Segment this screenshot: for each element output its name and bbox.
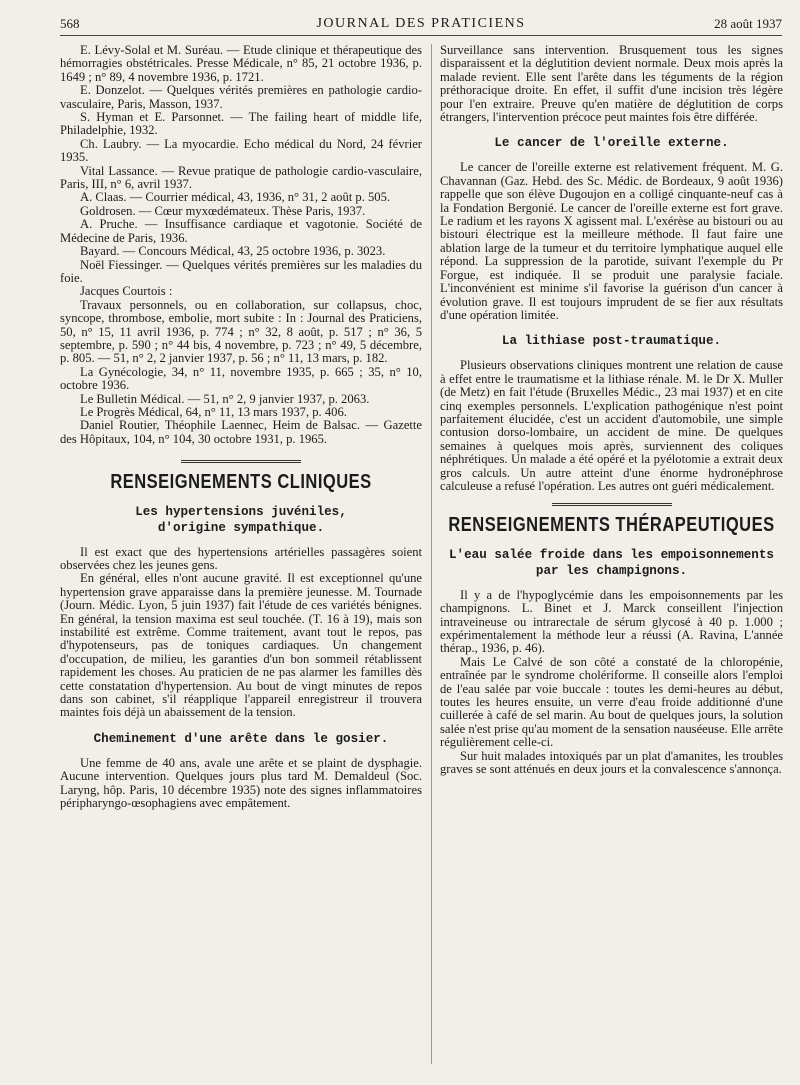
paragraph: Une femme de 40 ans, avale une arête et se plaint de dysphagie. Aucune intervention. Quelques jours plus tard M. Demaldeul (Soc. Laryng, hôp. Paris, 10 décembre 1935) note des signes inflammatoires péripharyngo-œsophagiens avec empâtement.: [60, 755, 422, 811]
page-number: 568: [60, 16, 80, 31]
section-divider: [181, 460, 301, 466]
paragraph: Surveillance sans intervention. Brusquement tous les signes disparaissent et la déglutition devient normale. Deux mois après la malade revient. Elle sent l'arête dans les téguments de la région préthoracique droite. En effet, il suffit d'une incision très légère pour l'en extraire. Preuve qu'en matière de déglutition de corps étrangers, l'intervention précoce peut maintes fois être différée.: [440, 43, 783, 125]
reference: Jacques Courtois :: [80, 284, 173, 299]
reference: A. Pruche. — Insuffisance cardiaque et vagotonie. Société de Médecine de Paris, 1936.: [60, 217, 422, 245]
article-title: Cheminement d'une arête dans le gosier.: [93, 731, 389, 746]
section-title-clinical: RENSEIGNEMENTS CLINIQUES: [110, 470, 372, 494]
header-rule: [60, 35, 782, 36]
reference: Noël Fiessinger. — Quelques vérités premières sur les maladies du foie.: [60, 257, 422, 285]
paragraph: Le cancer de l'oreille externe est relativement fréquent. M. G. Chavannan (Gaz. Hebd. des Sc. Médic. de Bordeaux, 9 août 1936) rappelle que son élève Dugoujon en a colligé cinquante-neuf cas à la Fondation Bergonié. Le cancer de l'oreille externe est fort grave. Le radium et les rayons X agissent mal. L'exérèse au bistouri ou au bistouri électrique est la meilleure méthode. Il faut faire une ablation large de la tumeur et du territoire lymphatique auquel elle répond. La suppression de la parotide, suivant l'exemple du Pr Forgue, est indiquée. Il se produit une paralysie faciale. L'inconvénient est minime s'il favorise la guérison d'un cancer à évolution grave. Il est toujours imprudent de se fier aux résultats d'une opération limitée.: [440, 160, 783, 322]
section-title-therapeutic: RENSEIGNEMENTS THÉRAPEUTIQUES: [448, 513, 775, 537]
column-separator: [431, 44, 432, 1064]
reference: Le Progrès Médical, 64, n° 11, 13 mars 1937, p. 406.: [80, 404, 347, 419]
article-title-line: L'eau salée froide dans les empoisonnements: [449, 547, 774, 562]
reference: La Gynécologie, 34, n° 11, novembre 1935, p. 665 ; 35, n° 10, octobre 1936.: [60, 364, 422, 393]
reference: E. Donzelot. — Quelques vérités premières en pathologie cardio-vasculaire, Paris, Masson, 1937.: [60, 83, 422, 111]
issue-date: 28 août 1937: [714, 16, 782, 31]
paragraph: En général, elles n'ont aucune gravité. Il est exceptionnel qu'une hypertension grave apparaisse dans la première jeunesse. M. Tournade (Journ. Médic. Lyon, 5 juin 1937) fait l'étude de ces variétés bénignes. En général, la tension maxima est seul touchée. (T. 16 à 19), mais son instabilité est extrême. Comme traitement, avant tout le repos, pas d'hypotenseurs, pas de toniques cardiaques. Un changement d'occupation, de milieu, les garanties d'un bon sommeil rétablissent rapidement les choses. Au praticien de ne pas alarmer les familles dès cette constatation d'hypertension. Au bout de vingt minutes de repos dans son cabinet, s'il réapplique l'appareil enregistreur il trouvera maintes fois déjà un abaissement de la tension.: [60, 571, 422, 720]
reference: A. Claas. — Courrier médical, 43, 1936, n° 31, 2 août p. 505.: [80, 190, 391, 205]
reference: Le Bulletin Médical. — 51, n° 2, 9 janvier 1937, p. 2063.: [80, 391, 370, 406]
journal-title: JOURNAL DES PRATICIENS: [316, 16, 526, 31]
reference: Bayard. — Concours Médical, 43, 25 octobre 1936, p. 3023.: [80, 244, 386, 259]
left-column: [60, 44, 422, 811]
paragraph: Il y a de l'hypoglycémie dans les empoisonnements par les champignons. L. Binet et J. Marck conseillent l'injection intraveineuse ou intrarectale de sérum glycosé à 40 p. 1.000 ; expérimentalement la méthode leur a réussi (A. Ravina, L'année thérap., 1936, p. 46).: [440, 587, 783, 656]
paragraph: Sur huit malades intoxiqués par un plat d'amanites, les troubles graves se sont atténués en deux jours et la convalescence s'annonça.: [440, 748, 783, 777]
paragraph: Mais Le Calvé de son côté a constaté de la chloropénie, entraînée par le syndrome cholériforme. Il conseille alors l'emploi de l'eau salée par voie buccale : toutes les demi-heures au début, toutes les heures ensuite, un verre d'eau froide additionné d'une cuillerée à café de sel marin. Au bout de quelques jours, la solution salée n'est prise qu'au moment de la sensation nauséeuse. Elle arrête régulièrement celle-ci.: [440, 654, 783, 750]
reference: E. Lévy-Solal et M. Suréau. — Etude clinique et thérapeutique des hémorragies obstétricales. Presse Médicale, n° 85, 21 octobre 1936, p. 1649 ; n° 89, 4 novembre 1936, p. 1721.: [60, 43, 422, 84]
right-column: [440, 44, 783, 776]
paragraph: Il est exact que des hypertensions artérielles passagères soient observées chez les jeunes gens.: [60, 544, 422, 572]
reference: Ch. Laubry. — La myocardie. Echo médical du Nord, 24 février 1935.: [60, 136, 422, 165]
article-title: Le cancer de l'oreille externe.: [494, 136, 729, 151]
article-title: La lithiase post-traumatique.: [501, 334, 722, 349]
reference: Vital Lassance. — Revue pratique de pathologie cardio-vasculaire, Paris, III, n° 6, avril 1937.: [60, 163, 422, 192]
article-title-line: par les champignons.: [535, 563, 688, 578]
article-title-line: d'origine sympathique.: [157, 520, 325, 535]
reference: S. Hyman et E. Parsonnet. — The failing heart of middle life, Philadelphie, 1932.: [60, 110, 422, 138]
article-title: [440, 547, 783, 579]
reference: Goldrosen. — Cœur myxœdémateux. Thèse Paris, 1937.: [80, 203, 366, 218]
article-title-line: Les hypertensions juvéniles,: [135, 504, 347, 519]
reference: Daniel Routier, Théophile Laennec, Heim de Balsac. — Gazette des Hôpitaux, 104, n° 104, 30 octobre 1931, p. 1965.: [60, 418, 422, 446]
reference: Travaux personnels, ou en collaboration, sur collapsus, choc, syncope, thrombose, embolie, mort subite : In : Journal des Praticiens, 50, n° 15, 11 avril 1936, p. 774 ; n° 32, 8 août, p. 517 ; n° 36, 5 septembre, p. 590 ; n° 44 bis, 4 novembre, p. 723 ; n° 49, 5 décembre, p. 805. — 51, n° 2, 2 janvier 1937, p. 56 ; n° 11, 13 mars, p. 182.: [60, 297, 422, 366]
paragraph: Plusieurs observations cliniques montrent une relation de cause à effet entre le traumatisme et la lithiase rénale. M. le Dr X. Muller (de Metz) en fait l'étude (Bruxelles Médic., 23 mai 1937) et en cite cinq exemples personnels. L'explication pathogénique n'est point parfaitement élucidée, c'est un accident d'automobile, une simple contusion dorso-lombaire, un accident de mine. De quelques semaines à quelques mois après, surviennent des coliques néphrétiques. Un malade a été opéré et la pyélotomie a extrait deux gros calculs. Un autre atteint d'une énorme hydronéphrose calculeuse a refusé l'opération. Les autres ont guéri médicalement.: [440, 358, 783, 493]
section-divider: [552, 503, 672, 509]
article-title: [60, 504, 422, 536]
page-header: [60, 14, 782, 36]
